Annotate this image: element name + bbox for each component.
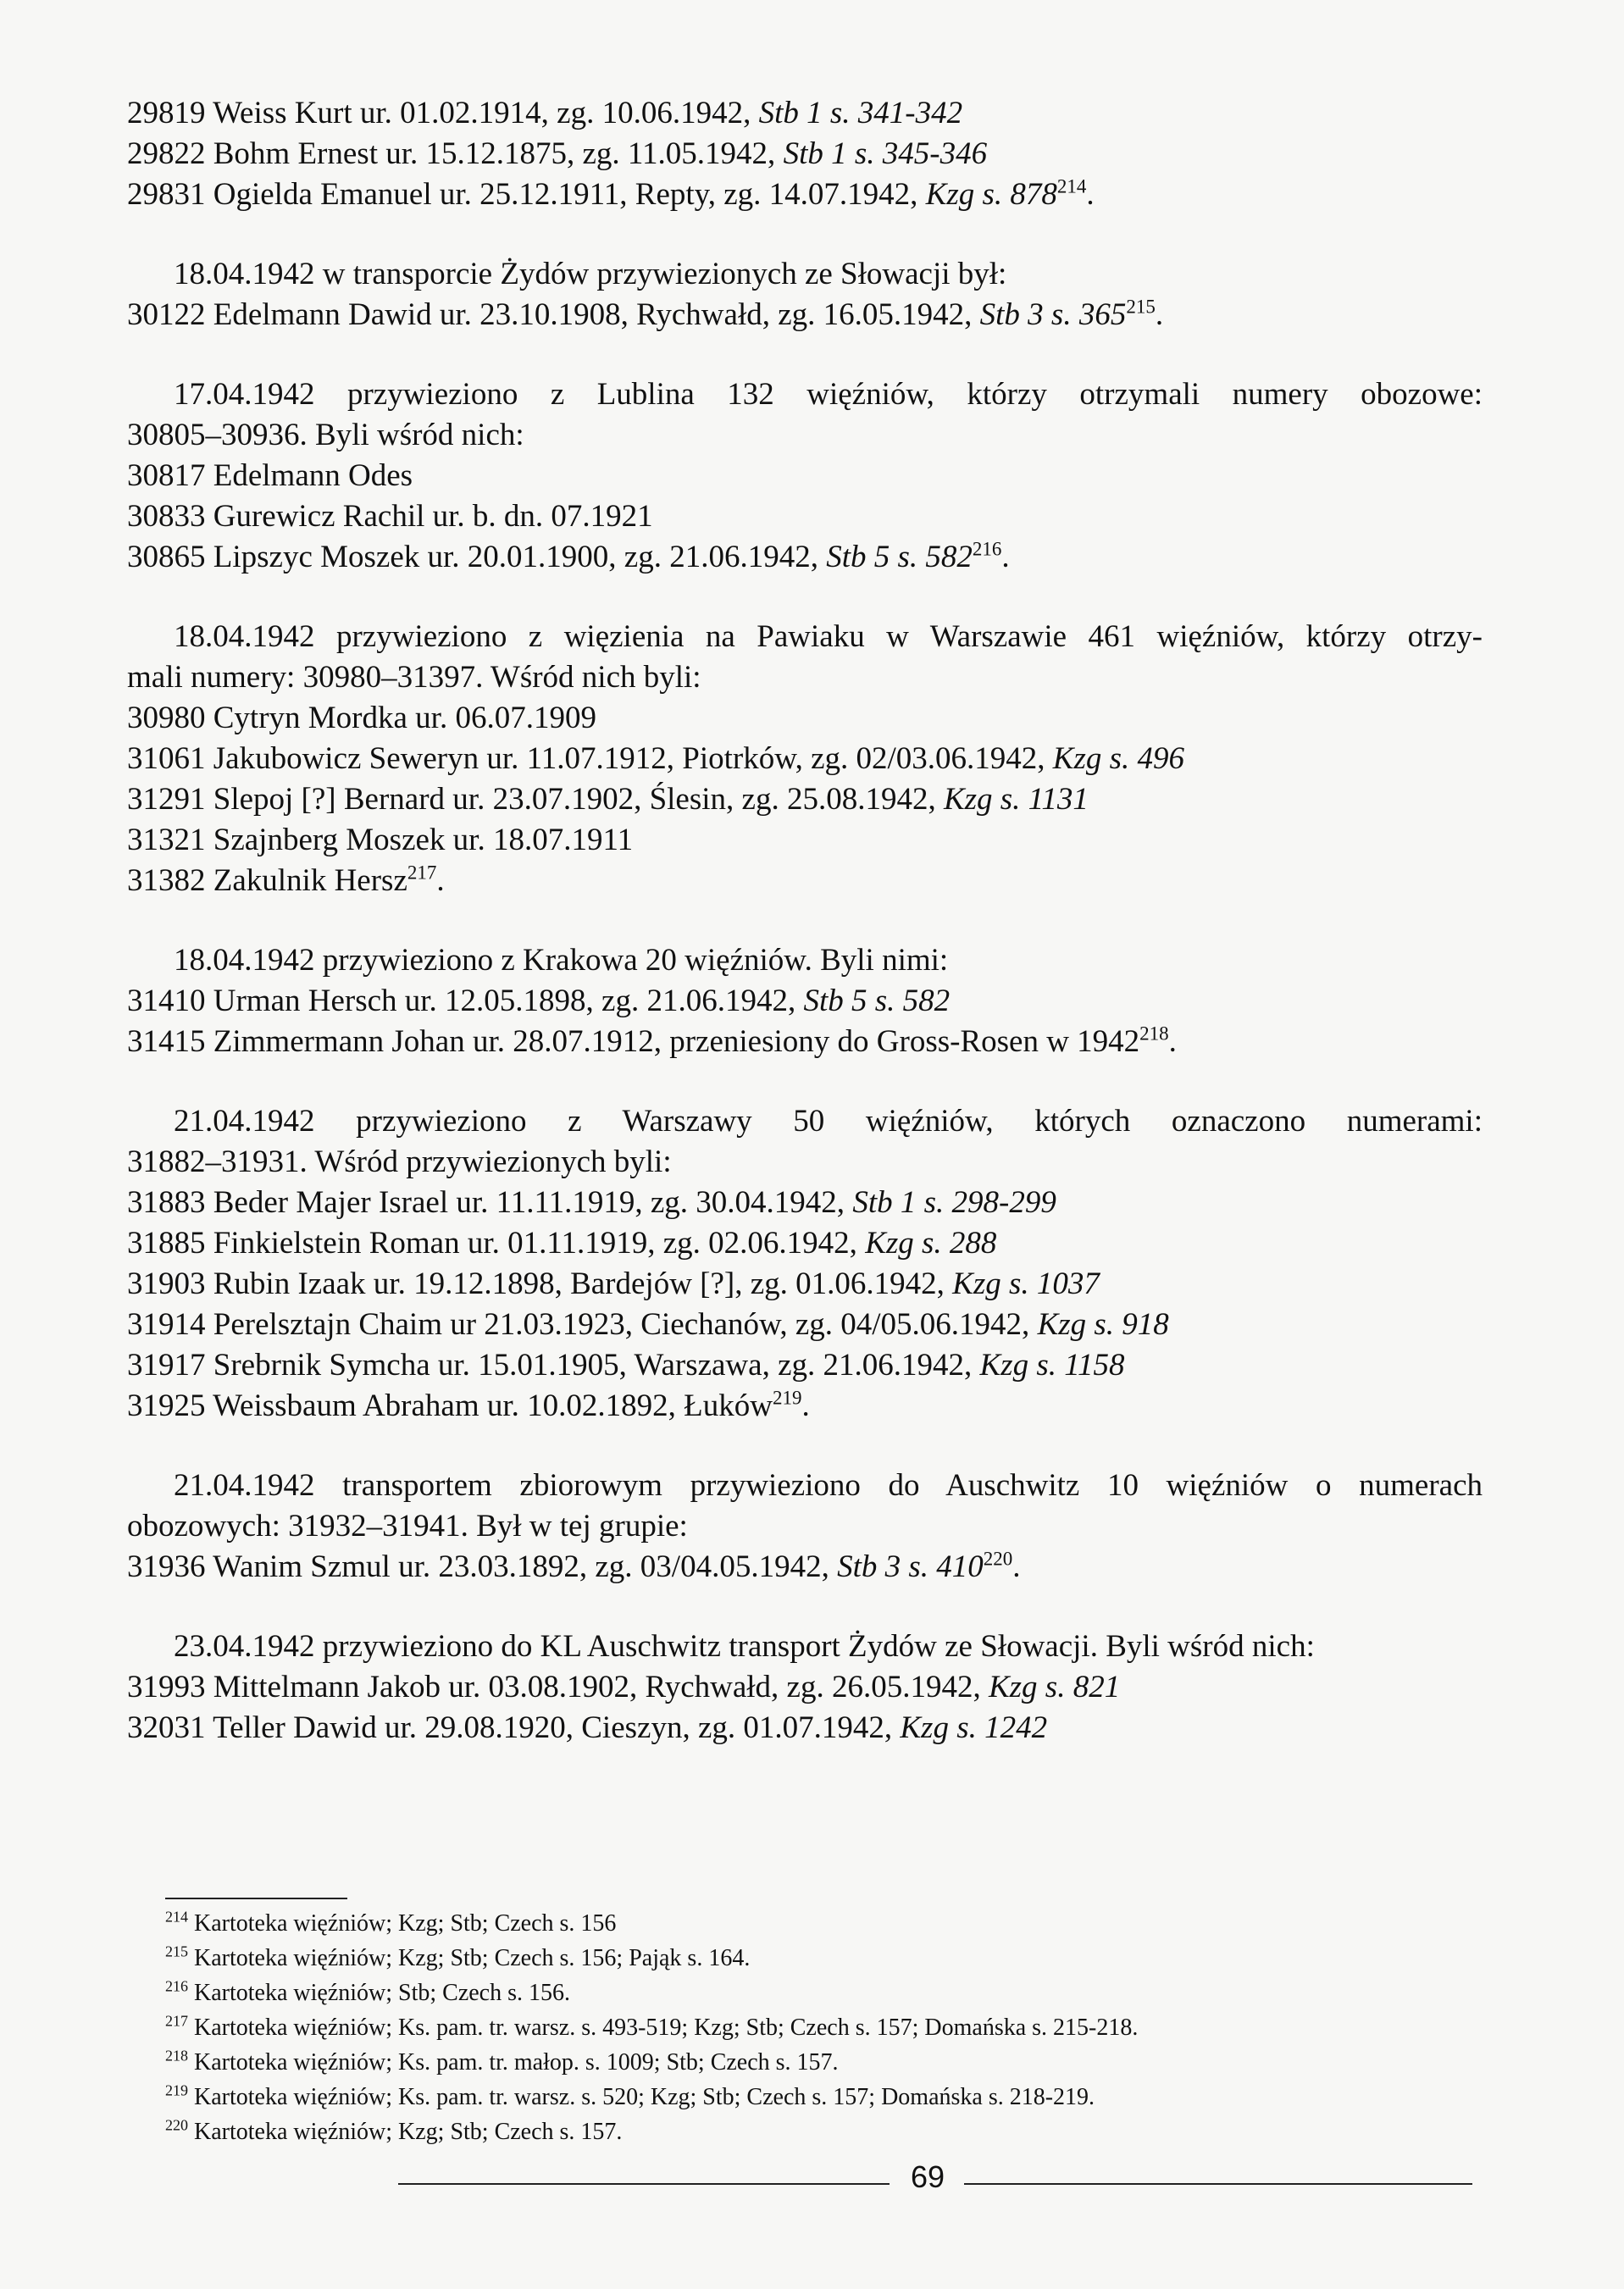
- entry-text: 31936 Wanim Szmul ur. 23.03.1892, zg. 03/04.05.1942,: [127, 1549, 838, 1584]
- source-reference: Kzg s. 288: [865, 1226, 997, 1261]
- paragraph-intro: 18.04.1942 w transporcie Żydów przywiezionych ze Słowacji był:: [174, 257, 1007, 291]
- entry-text: 31415 Zimmermann Johan ur. 28.07.1912, przeniesiony do Gross-Rosen w 1942: [127, 1024, 1140, 1059]
- prisoner-entry: [127, 1547, 1483, 1588]
- entry-text: 31291 Slepoj [?] Bernard ur. 23.07.1902, Ślesin, zg. 25.08.1942,: [127, 782, 944, 817]
- footnote: [165, 1976, 1436, 2010]
- prisoner-entry: [127, 93, 1483, 134]
- entry-text: 30833 Gurewicz Rachil ur. b. dn. 07.1921: [127, 499, 653, 534]
- entry-text: 31410 Urman Hersch ur. 12.05.1898, zg. 21.06.1942,: [127, 984, 804, 1018]
- footnote-number: 217: [165, 2012, 188, 2030]
- paragraph-intro-line: 31882–31931. Wśród przywiezionych byli:: [127, 1144, 672, 1179]
- page-number-row: [398, 2159, 1474, 2198]
- prisoner-entry: [127, 134, 1483, 175]
- entry-end: .: [1012, 1549, 1021, 1584]
- footnote-number: 219: [165, 2081, 188, 2099]
- prisoner-entry: [127, 496, 1483, 537]
- paragraph-intro-line: 30805–30936. Byli wśród nich:: [127, 418, 524, 452]
- entry-end: .: [1086, 177, 1095, 212]
- entry-text: 31993 Mittelmann Jakob ur. 03.08.1902, Rychwałd, zg. 26.05.1942,: [127, 1670, 989, 1704]
- prisoner-entry: [127, 537, 1483, 578]
- source-reference: Kzg s. 1037: [952, 1266, 1100, 1301]
- footnote-number: 218: [165, 2047, 188, 2065]
- entry-text: 31914 Perelsztajn Chaim ur 21.03.1923, Ciechanów, zg. 04/05.06.1942,: [127, 1307, 1038, 1342]
- prisoner-entry: [127, 295, 1483, 335]
- footnote-number: 215: [165, 1943, 188, 1960]
- entry-block: [127, 254, 1483, 335]
- entry-text: 31883 Beder Majer Israel ur. 11.11.1919, zg. 30.04.1942,: [127, 1185, 853, 1220]
- page-number-rule-right: [964, 2183, 1472, 2185]
- entry-block: [127, 1101, 1483, 1427]
- page-body: [127, 93, 1483, 1749]
- entry-text: 31061 Jakubowicz Seweryn ur. 11.07.1912, Piotrków, zg. 02/03.06.1942,: [127, 741, 1053, 776]
- footnote-marker: 219: [772, 1387, 802, 1409]
- footnote-text: Kartoteka więźniów; Kzg; Stb; Czech s. 156; Pająk s. 164.: [194, 1945, 751, 1971]
- footnote: [165, 1906, 1436, 1941]
- footnote: [165, 2045, 1436, 2080]
- footnote-text: Kartoteka więźniów; Kzg; Stb; Czech s. 157.: [194, 2119, 623, 2145]
- paragraph-intro-line: 21.04.1942 transportem zbiorowym przywieziono do Auschwitz 10 więźniów o numerach: [174, 1468, 1483, 1503]
- entry-block: [127, 374, 1483, 578]
- entry-text: 30980 Cytryn Mordka ur. 06.07.1909: [127, 701, 596, 735]
- entry-block: [127, 1627, 1483, 1749]
- prisoner-entry: [127, 698, 1483, 739]
- source-reference: Stb 1 s. 298-299: [852, 1185, 1056, 1220]
- entry-text: 31925 Weissbaum Abraham ur. 10.02.1892, Łuków: [127, 1388, 773, 1423]
- entry-end: .: [436, 863, 445, 898]
- source-reference: Kzg s. 1158: [979, 1348, 1125, 1383]
- prisoner-entry: [127, 981, 1483, 1022]
- page-number: 69: [910, 2159, 945, 2194]
- footnote-text: Kartoteka więźniów; Ks. pam. tr. warsz. s. 493-519; Kzg; Stb; Czech s. 157; Domańska s. 215-218.: [194, 2015, 1139, 2041]
- source-reference: Kzg s. 1242: [900, 1710, 1048, 1745]
- footnote: [165, 1941, 1436, 1976]
- prisoner-entry: [127, 1223, 1483, 1264]
- entry-text: 31903 Rubin Izaak ur. 19.12.1898, Bardejów [?], zg. 01.06.1942,: [127, 1266, 953, 1301]
- prisoner-entry: [127, 1022, 1483, 1062]
- source-reference: Kzg s. 821: [988, 1670, 1121, 1704]
- footnote-text: Kartoteka więźniów; Ks. pam. tr. warsz. s. 520; Kzg; Stb; Czech s. 157; Domańska s. 218-219.: [194, 2084, 1095, 2110]
- footnote: [165, 2114, 1436, 2149]
- footnote-marker: 215: [1126, 296, 1156, 318]
- footnote-number: 216: [165, 1977, 188, 1995]
- prisoner-entry: [127, 456, 1483, 496]
- prisoner-entry: [127, 1305, 1483, 1345]
- footnote-marker: 217: [407, 862, 437, 884]
- footnote-number: 220: [165, 2116, 188, 2134]
- entry-text: 30865 Lipszyc Moszek ur. 20.01.1900, zg. 21.06.1942,: [127, 540, 827, 574]
- prisoner-entry: [127, 779, 1483, 820]
- entry-block: [127, 617, 1483, 901]
- entry-text: 29822 Bohm Ernest ur. 15.12.1875, zg. 11.05.1942,: [127, 136, 784, 171]
- source-reference: Kzg s. 1131: [943, 782, 1089, 817]
- entry-text: 29831 Ogielda Emanuel ur. 25.12.1911, Repty, zg. 14.07.1942,: [127, 177, 926, 212]
- footnote-text: Kartoteka więźniów; Kzg; Stb; Czech s. 156: [194, 1910, 617, 1937]
- prisoner-entry: [127, 1708, 1483, 1749]
- footnote-marker: 216: [972, 538, 1002, 560]
- footnote-marker: 220: [983, 1548, 1013, 1570]
- source-reference: Stb 3 s. 410: [837, 1549, 984, 1584]
- source-reference: Stb 3 s. 365: [979, 297, 1127, 332]
- source-reference: Stb 5 s. 582: [826, 540, 973, 574]
- page-number-rule-left: [398, 2183, 890, 2185]
- footnote-text: Kartoteka więźniów; Stb; Czech s. 156.: [194, 1980, 571, 2006]
- entry-end: .: [1155, 297, 1164, 332]
- prisoner-entry: [127, 1386, 1483, 1427]
- prisoner-entry: [127, 1264, 1483, 1305]
- footnote-marker: 218: [1139, 1023, 1169, 1045]
- source-reference: Kzg s. 878: [925, 177, 1057, 212]
- footnote-marker: 214: [1056, 175, 1087, 197]
- entry-end: .: [1168, 1024, 1177, 1059]
- source-reference: Stb 1 s. 345-346: [783, 136, 988, 171]
- prisoner-entry: [127, 1667, 1483, 1708]
- prisoner-entry: [127, 1345, 1483, 1386]
- entry-text: 30122 Edelmann Dawid ur. 23.10.1908, Rychwałd, zg. 16.05.1942,: [127, 297, 980, 332]
- prisoner-entry: [127, 820, 1483, 861]
- paragraph-intro-line: mali numery: 30980–31397. Wśród nich byli:: [127, 660, 701, 695]
- entry-text: 29819 Weiss Kurt ur. 01.02.1914, zg. 10.06.1942,: [127, 96, 759, 130]
- paragraph-intro-line: 17.04.1942 przywieziono z Lublina 132 więźniów, którzy otrzymali numery obozowe:: [174, 377, 1483, 412]
- paragraph-intro-line: 21.04.1942 przywieziono z Warszawy 50 więźniów, których oznaczono numerami:: [174, 1104, 1483, 1139]
- entry-text: 31382 Zakulnik Hersz: [127, 863, 407, 898]
- entry-block: [127, 1466, 1483, 1588]
- footnote-text: Kartoteka więźniów; Ks. pam. tr. małop. s. 1009; Stb; Czech s. 157.: [194, 2049, 839, 2076]
- source-reference: Stb 5 s. 582: [803, 984, 951, 1018]
- entry-end: .: [801, 1388, 810, 1423]
- paragraph-intro: 23.04.1942 przywieziono do KL Auschwitz transport Żydów ze Słowacji. Byli wśród nich:: [174, 1629, 1315, 1664]
- paragraph-intro-line: obozowych: 31932–31941. Był w tej grupie:: [127, 1509, 688, 1544]
- entry-text: 32031 Teller Dawid ur. 29.08.1920, Cieszyn, zg. 01.07.1942,: [127, 1710, 901, 1745]
- footnotes: [165, 1906, 1436, 2149]
- prisoner-entry: [127, 1183, 1483, 1223]
- prisoner-entry: [127, 739, 1483, 779]
- prisoner-entry: [127, 175, 1483, 215]
- entry-text: 31917 Srebrnik Symcha ur. 15.01.1905, Warszawa, zg. 21.06.1942,: [127, 1348, 980, 1383]
- source-reference: Stb 1 s. 341-342: [758, 96, 963, 130]
- footnote-number: 214: [165, 1908, 188, 1926]
- footnote-separator: [165, 1898, 347, 1899]
- footnote: [165, 2080, 1436, 2114]
- prisoner-entry: [127, 861, 1483, 901]
- entry-end: .: [1001, 540, 1010, 574]
- entry-block: [127, 93, 1483, 215]
- entry-text: 31321 Szajnberg Moszek ur. 18.07.1911: [127, 823, 634, 857]
- entry-text: 31885 Finkielstein Roman ur. 01.11.1919, zg. 02.06.1942,: [127, 1226, 866, 1261]
- entry-text: 30817 Edelmann Odes: [127, 458, 413, 493]
- paragraph-intro-line: 18.04.1942 przywieziono z więzienia na Pawiaku w Warszawie 461 więźniów, którzy otrzy-: [174, 619, 1483, 654]
- source-reference: Kzg s. 918: [1037, 1307, 1169, 1342]
- entry-block: [127, 940, 1483, 1062]
- footnote: [165, 2010, 1436, 2045]
- paragraph-intro: 18.04.1942 przywieziono z Krakowa 20 więźniów. Byli nimi:: [174, 943, 949, 978]
- source-reference: Kzg s. 496: [1052, 741, 1184, 776]
